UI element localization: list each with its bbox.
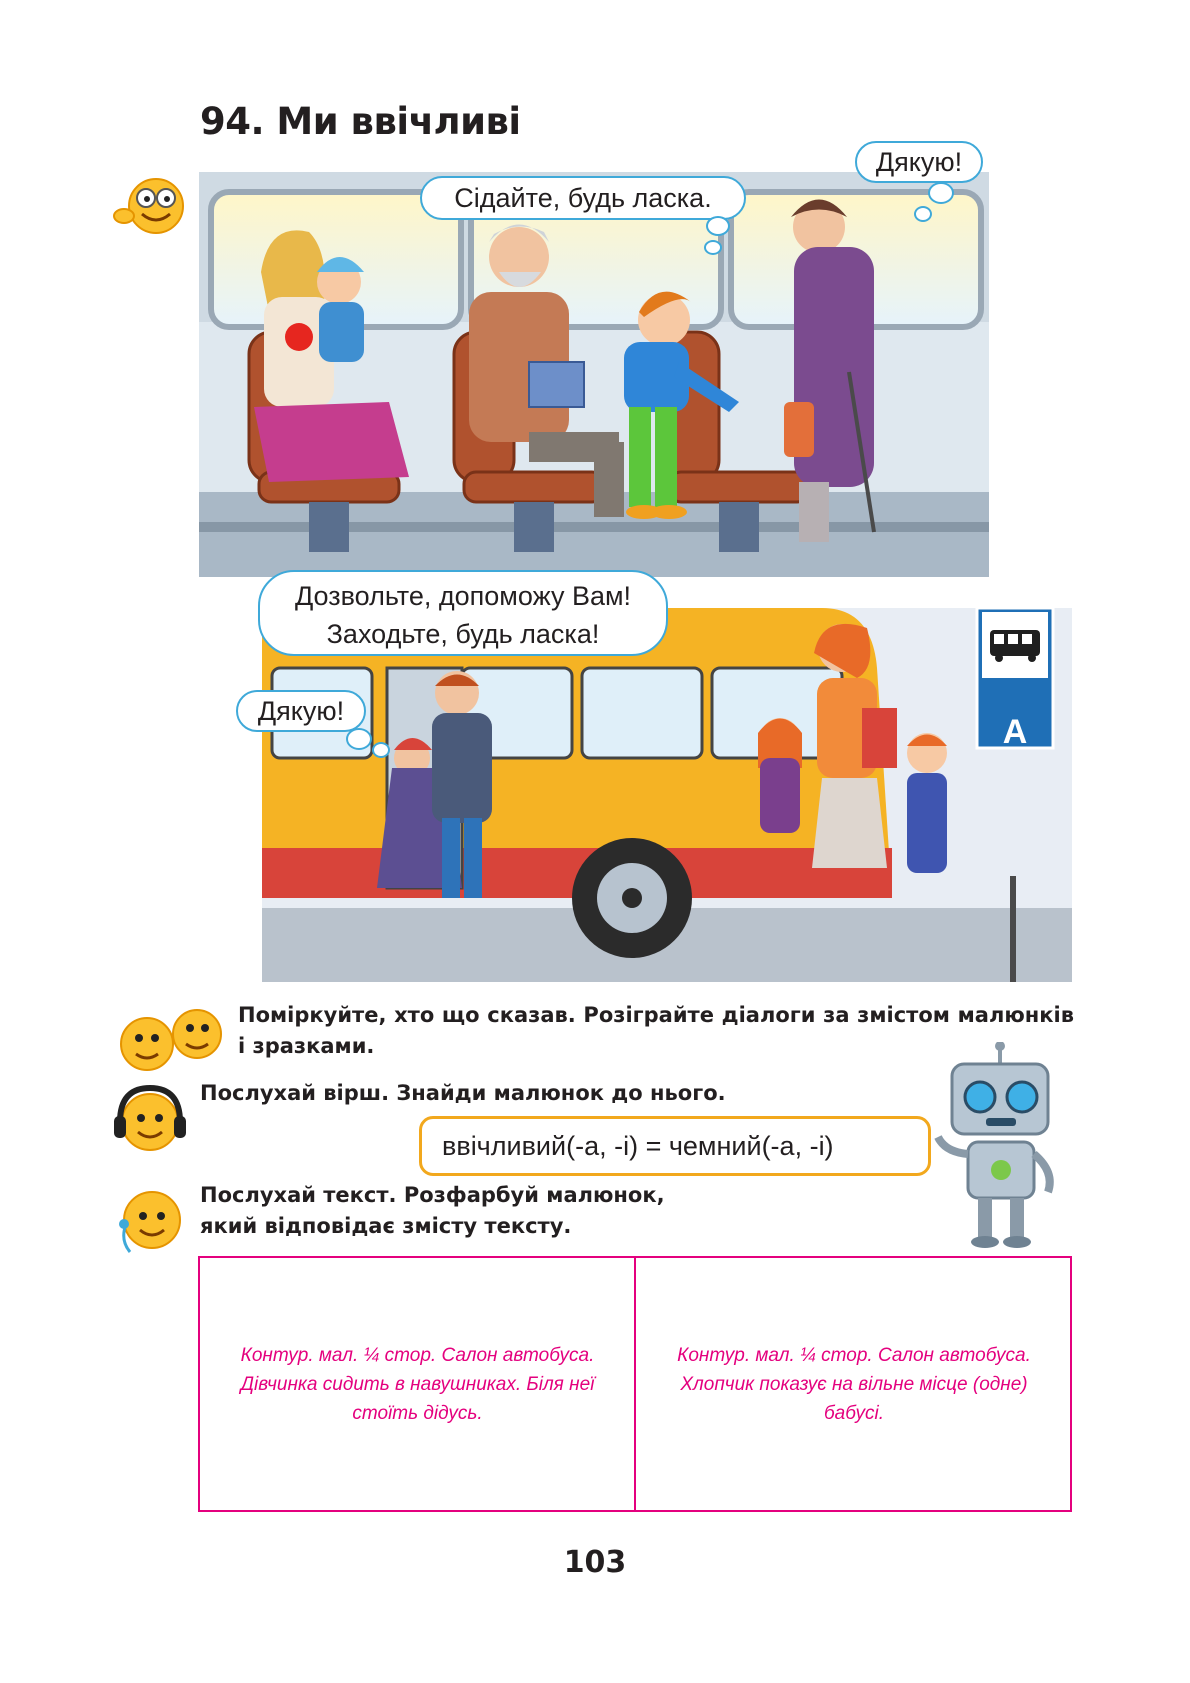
listening-smiley-icon (112, 1184, 188, 1258)
coloring-area (198, 1256, 1072, 1512)
coloring-placeholder-right: Контур. мал. ¼ стор. Салон автобуса. Хлопчик показує на вільне місце (одне) бабусі. (677, 1344, 1031, 1424)
lesson-title: 94. Ми ввічливі (200, 100, 521, 143)
robot-icon (930, 1042, 1070, 1252)
task-listen-text (200, 1180, 665, 1242)
speech-line-2: Заходьте, будь ласка! (326, 619, 600, 649)
thought-puff (706, 216, 730, 236)
bus-stop-sign-letter: A (1002, 713, 1028, 751)
bus-stop-illustration (262, 608, 1072, 982)
task-line-2: який відповідає змісту тексту. (200, 1214, 572, 1238)
coloring-cell-right (636, 1258, 1072, 1510)
headphones-smiley-icon (112, 1082, 188, 1156)
smiley-glasses-icon (112, 170, 188, 236)
vocabulary-box: ввічливий(-а, -і) = чемний(-а, -і) (419, 1116, 931, 1176)
speech-bubble-man (258, 570, 668, 656)
task-listen-poem: Послухай вірш. Знайди малюнок до нього. (200, 1081, 726, 1105)
thought-puff (346, 728, 372, 750)
thought-puff (928, 182, 954, 204)
speech-bubble-grandma: Дякую! (855, 141, 983, 183)
thought-puff (704, 240, 722, 255)
thought-puff (372, 742, 390, 758)
speech-bubble-grandma-2: Дякую! (236, 690, 366, 732)
two-smileys-talking-icon (112, 1004, 232, 1074)
coloring-placeholder-left: Контур. мал. ¼ стор. Салон автобуса. Дівчинка сидить в навушниках. Біля неї стоїть дідусь. (240, 1344, 595, 1424)
task-line-1: Послухай текст. Розфарбуй малюнок, (200, 1183, 665, 1207)
bus-interior-illustration (199, 172, 989, 577)
thought-puff (914, 206, 932, 222)
page-number: 103 (563, 1545, 627, 1580)
speech-line-1: Дозвольте, допоможу Вам! (294, 581, 632, 611)
coloring-cell-left (200, 1258, 635, 1510)
task-discuss-dialogues: Поміркуйте, хто що сказав. Розіграйте діалоги за змістом малюнків і зразками. (238, 1003, 1074, 1058)
speech-bubble-boy: Сідайте, будь ласка. (420, 176, 746, 220)
